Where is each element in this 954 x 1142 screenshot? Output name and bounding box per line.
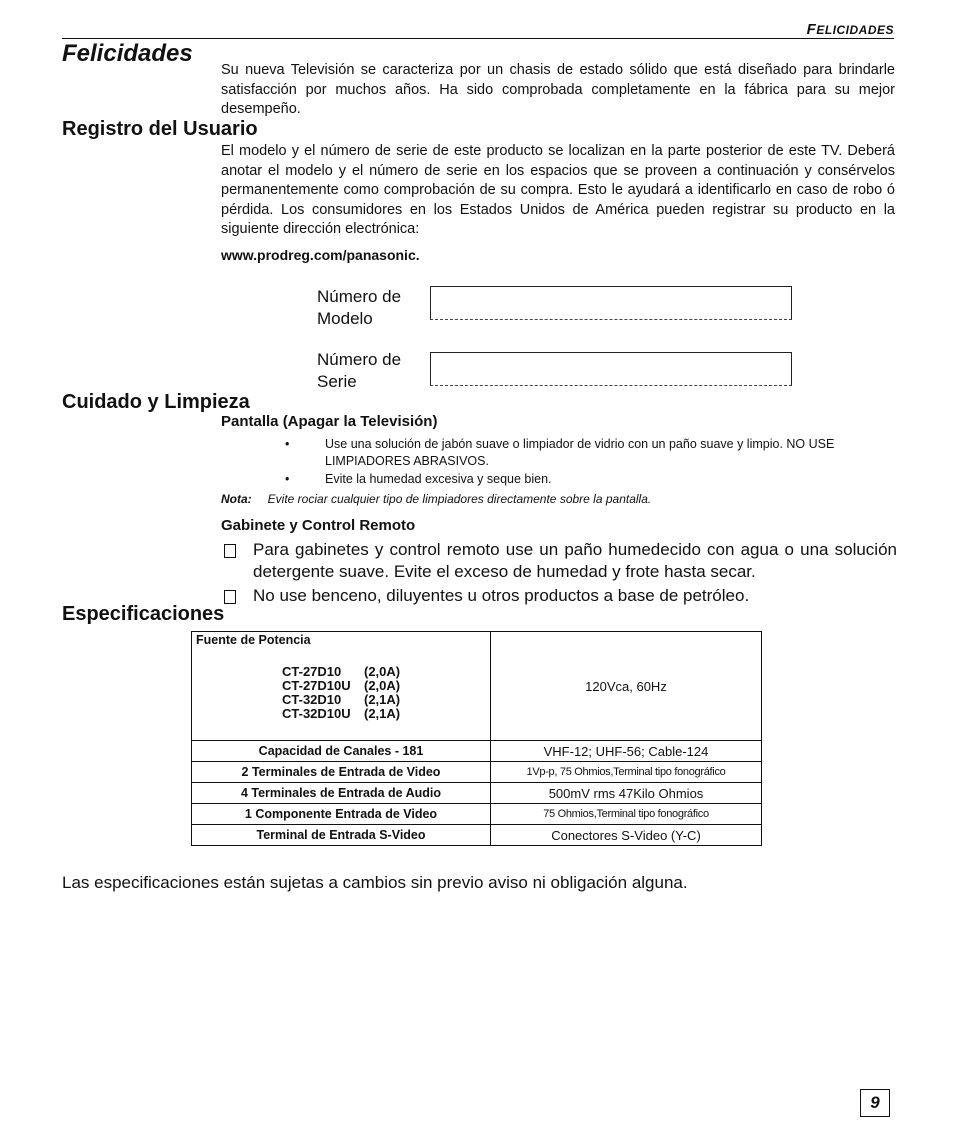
model-row bbox=[282, 693, 486, 707]
registro-heading: Registro del Usuario bbox=[62, 118, 258, 140]
header-rule bbox=[62, 38, 894, 39]
registration-url[interactable]: www.prodreg.com/panasonic. bbox=[221, 247, 420, 263]
spec-label: 2 Terminales de Entrada de Video bbox=[192, 762, 491, 783]
model-name: CT-32D10 bbox=[282, 692, 342, 707]
model-row bbox=[282, 665, 486, 679]
table-row bbox=[192, 783, 762, 804]
checkbox-icon bbox=[224, 544, 236, 558]
power-label: Fuente de Potencia bbox=[196, 633, 311, 647]
model-name: CT-27D10 bbox=[282, 664, 342, 679]
table-row bbox=[192, 632, 762, 741]
bullet-text: Evite la humedad excesiva y seque bien. bbox=[325, 472, 552, 486]
power-cell bbox=[192, 632, 491, 741]
table-row bbox=[192, 741, 762, 762]
power-value: 120Vca, 60Hz bbox=[491, 632, 762, 741]
pantalla-bullet-list bbox=[285, 436, 897, 489]
spec-label: Terminal de Entrada S-Video bbox=[192, 825, 491, 846]
model-amp: (2,0A) bbox=[364, 678, 401, 693]
gabinete-list bbox=[221, 539, 897, 609]
model-row bbox=[282, 679, 486, 693]
spec-value: 75 Ohmios,Terminal tipo fonográfico bbox=[491, 804, 762, 825]
note-label: Nota: bbox=[221, 492, 252, 506]
spec-label: Capacidad de Canales - 181 bbox=[192, 741, 491, 762]
spec-label: 4 Terminales de Entrada de Audio bbox=[192, 783, 491, 804]
serial-number-label: Número de Serie bbox=[317, 350, 402, 391]
running-head-rest: ELICIDADES bbox=[816, 23, 894, 37]
model-amp: (2,1A) bbox=[364, 692, 401, 707]
note bbox=[221, 492, 651, 506]
model-amp: (2,0A) bbox=[364, 664, 401, 679]
list-item bbox=[285, 436, 897, 470]
registro-text: El modelo y el número de serie de este producto se localizan en la parte posterior de este TV. Deberá anotar el modelo y el número de serie en los espacios que se proveen a continuación y consérvelos permanentemente como comprobación de su compra. Esto le ayudará a identificarlo en caso de robo ó pérdida. Los consumidores en los Estados Unidos de América pueden registrar su producto en la siguiente dirección electrónica: bbox=[221, 143, 895, 237]
list-item bbox=[221, 539, 897, 583]
bullet-icon: • bbox=[285, 437, 290, 451]
table-row bbox=[192, 825, 762, 846]
spec-value: 1Vp-p, 75 Ohmios,Terminal tipo fonográfico bbox=[491, 762, 762, 783]
model-row bbox=[282, 707, 486, 721]
model-name: CT-27D10U bbox=[282, 678, 351, 693]
list-item bbox=[221, 585, 897, 607]
table-row bbox=[192, 762, 762, 783]
especificaciones-heading: Especificaciones bbox=[62, 603, 225, 625]
spec-table bbox=[191, 631, 762, 846]
note-text: Evite rociar cualquier tipo de limpiadores directamente sobre la pantalla. bbox=[267, 492, 652, 506]
models-list bbox=[282, 665, 486, 739]
model-number-field[interactable] bbox=[430, 286, 792, 320]
spec-label: 1 Componente Entrada de Video bbox=[192, 804, 491, 825]
specs-disclaimer: Las especificaciones están sujetas a cambios sin previo aviso ni obligación alguna. bbox=[62, 873, 688, 892]
spec-value: VHF-12; UHF-56; Cable-124 bbox=[491, 741, 762, 762]
running-head-initial: F bbox=[806, 21, 817, 38]
table-row bbox=[192, 804, 762, 825]
list-item-text: Para gabinetes y control remoto use un paño humedecido con agua o una solución detergente suave. Evite el exceso de humedad y frote hasta secar. bbox=[253, 540, 897, 581]
bullet-icon: • bbox=[285, 472, 290, 486]
pantalla-heading: Pantalla (Apagar la Televisión) bbox=[221, 413, 438, 430]
bullet-text: Use una solución de jabón suave o limpiador de vidrio con un paño suave y limpio. NO USE LIMPIADORES ABRASIVOS. bbox=[325, 437, 835, 468]
model-amp: (2,1A) bbox=[364, 706, 401, 721]
cuidado-heading: Cuidado y Limpieza bbox=[62, 391, 250, 413]
list-item-text: No use benceno, diluyentes u otros productos a base de petróleo. bbox=[253, 586, 750, 605]
page-number: 9 bbox=[860, 1089, 890, 1117]
gabinete-heading: Gabinete y Control Remoto bbox=[221, 517, 416, 534]
spec-value: 500mV rms 47Kilo Ohmios bbox=[491, 783, 762, 804]
felicidades-text: Su nueva Televisión se caracteriza por un chasis de estado sólido que está diseñado para brindarle satisfacción por muchos años. Ha sido comprobada completamente en la fábrica para su mejor desempeño. bbox=[221, 62, 895, 117]
model-name: CT-32D10U bbox=[282, 706, 351, 721]
spec-value: Conectores S-Video (Y-C) bbox=[491, 825, 762, 846]
running-head bbox=[807, 21, 894, 38]
model-number-label: Número de Modelo bbox=[317, 287, 402, 328]
list-item bbox=[285, 471, 897, 488]
serial-number-field[interactable] bbox=[430, 352, 792, 386]
page-title: Felicidades bbox=[62, 40, 193, 67]
checkbox-icon bbox=[224, 590, 236, 604]
